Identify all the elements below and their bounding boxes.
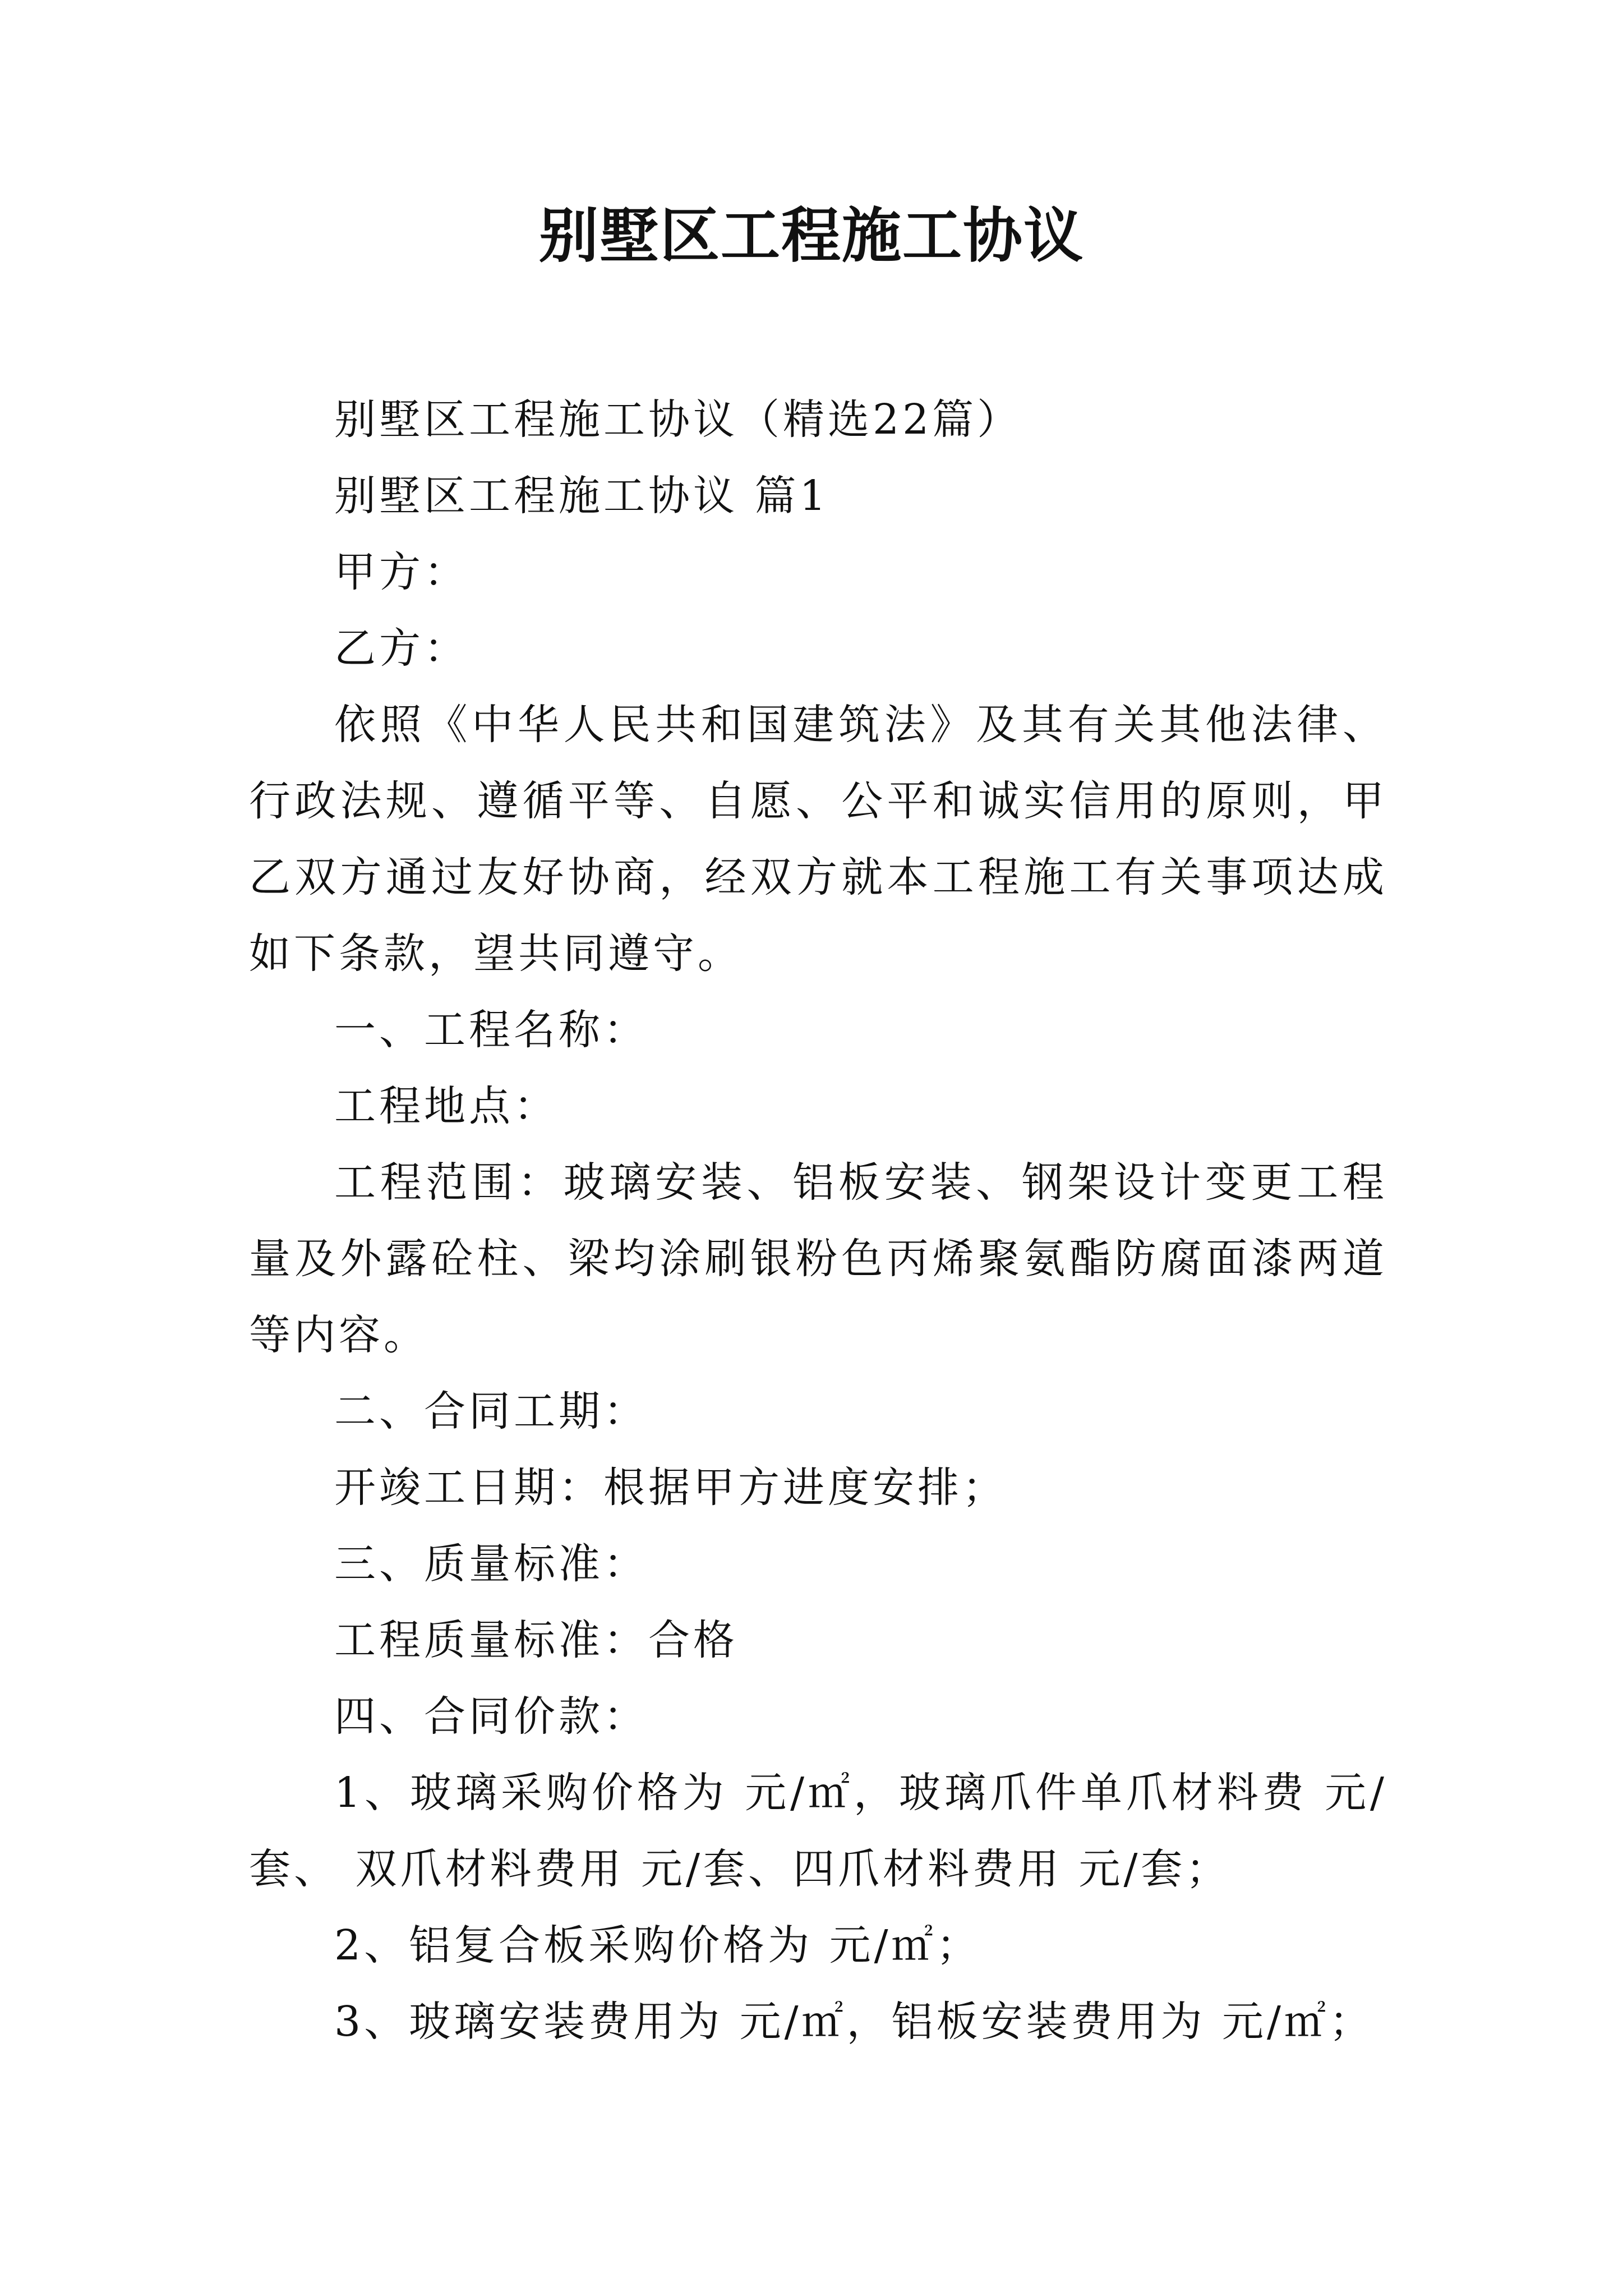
price-item-installation: 3、玻璃安装费用为 元/㎡，铝板安装费用为 元/㎡； — [334, 1998, 1374, 2046]
clause-heading-project-name: 一、工程名称： — [334, 1006, 648, 1054]
price-item-glass: 1、玻璃采购价格为 元/㎡，玻璃爪件单爪材料费 元/套、 双爪材料费用 元/套、四爪材料费用 元/套； — [249, 1769, 1387, 1893]
clause-heading-quality: 三、质量标准： — [334, 1540, 648, 1588]
preamble-paragraph: 依照《中华人民共和国建筑法》及其有关其他法律、行政法规、遵循平等、自愿、公平和诚实信用的原则，甲乙双方通过友好协商，经双方就本工程施工有关事项达成如下条款，望共同遵守。 — [249, 701, 1387, 978]
section-heading: 别墅区工程施工协议 篇1 — [334, 472, 829, 520]
party-a-label: 甲方： — [334, 548, 469, 596]
price-item-aluminum-panel: 2、铝复合板采购价格为 元/㎡； — [334, 1921, 981, 1970]
subtitle-paragraph: 别墅区工程施工协议（精选22篇） — [334, 395, 1022, 444]
clause-heading-price: 四、合同价款： — [334, 1692, 648, 1741]
clause-heading-duration: 二、合同工期： — [334, 1387, 648, 1435]
project-scope: 工程范围：玻璃安装、铝板安装、钢架设计变更工程量及外露砼柱、梁均涂刷银粉色丙烯聚氨酯防腐面漆两道等内容。 — [249, 1158, 1387, 1359]
start-end-dates: 开竣工日期：根据甲方进度安排； — [334, 1464, 1007, 1512]
quality-standard: 工程质量标准：合格 — [334, 1616, 738, 1664]
party-b-label: 乙方： — [334, 624, 469, 673]
document-body — [249, 381, 1387, 2060]
project-location: 工程地点： — [334, 1082, 559, 1130]
document-title: 别墅区工程施工协议 — [539, 200, 1084, 270]
